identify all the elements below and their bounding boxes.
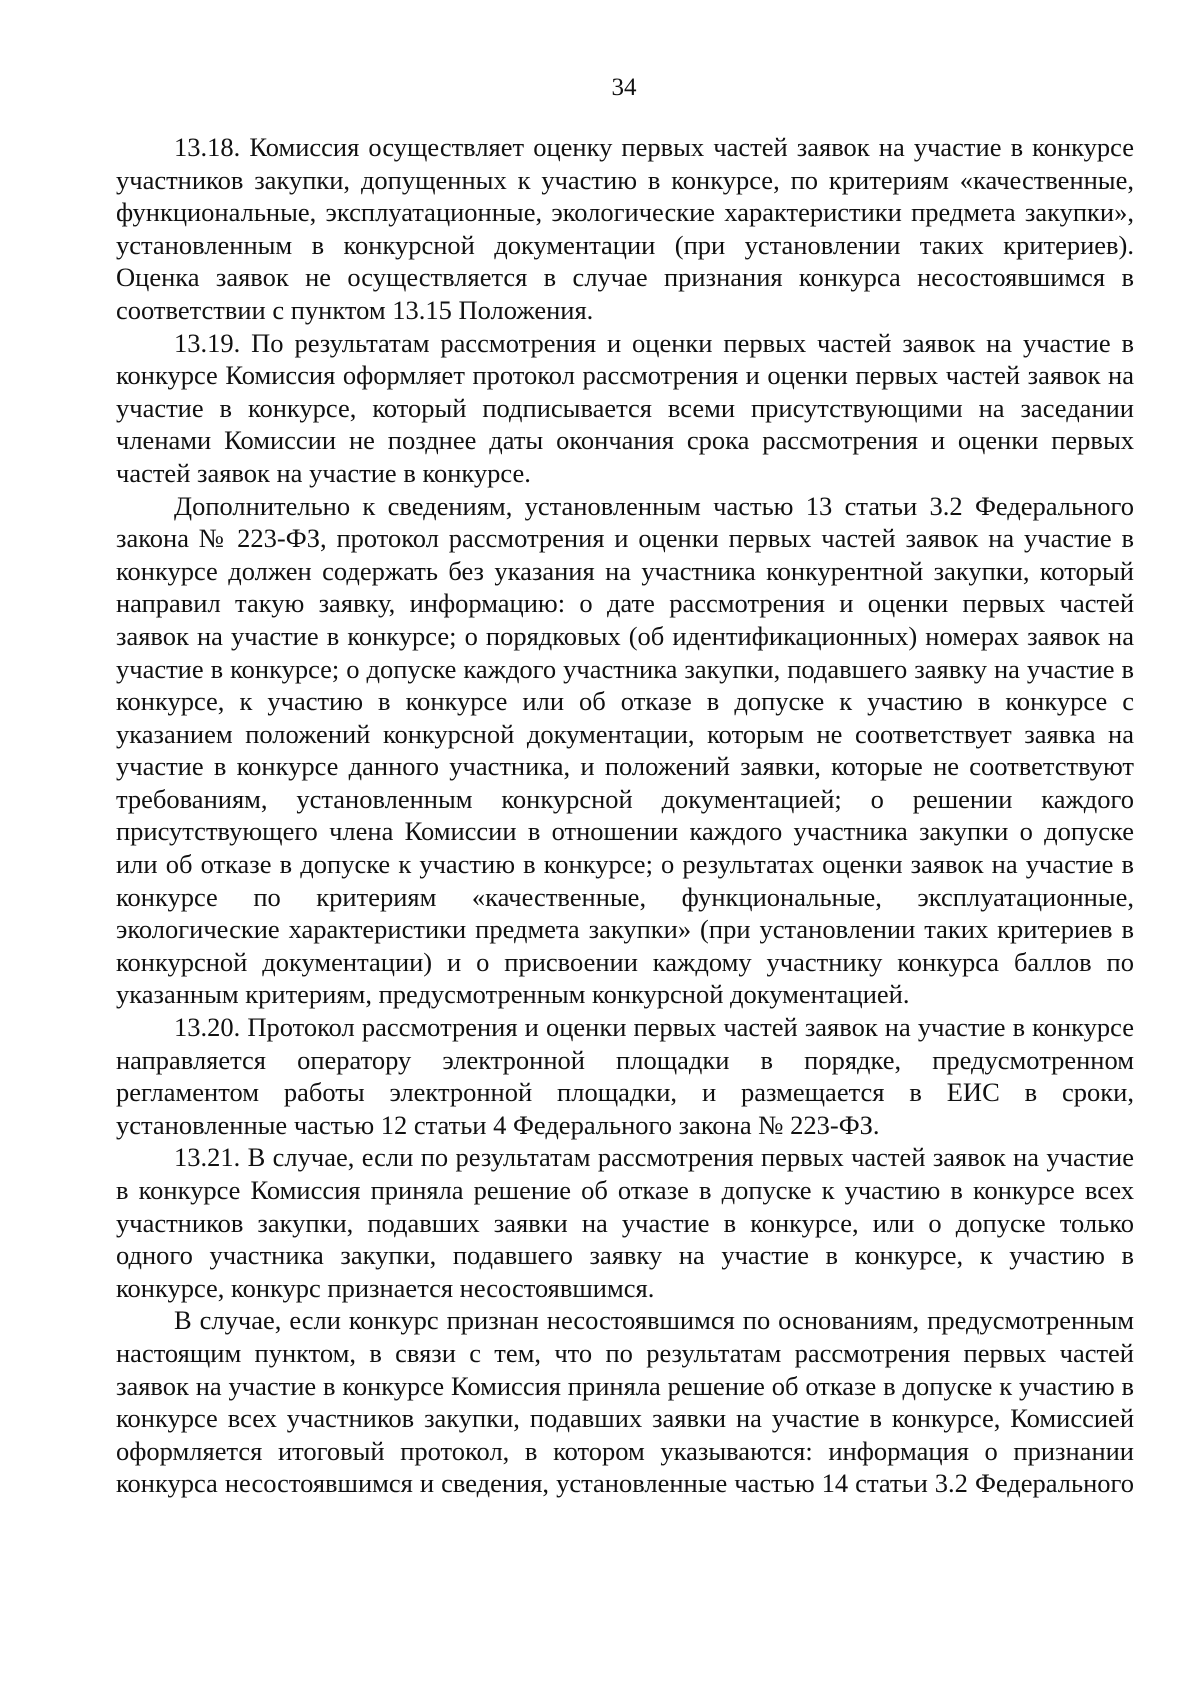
paragraph-13-19-additional: Дополнительно к сведениям, установленным частью 13 статьи 3.2 Федерального закона № 223-ФЗ, протокол рассмотрения и оценки первых частей заявок на участие в конкурсе должен содержать без указания на участника конкурентной закупки, который направил такую заявку, информацию: о дате рассмотрения и оценки первых частей заявок на участие в конкурсе; о порядковых (об идентификационных) номерах заявок на участие в конкурсе; о допуске каждого участника закупки, подавшего заявку на участие в конкурсе, к участию в конкурсе или об отказе в допуске к участию в конкурсе с указанием положений конкурсной документации, которым не соответствует заявка на участие в конкурсе данного участника, и положений заявки, которые не соответствуют требованиям, установленным конкурсной документацией; о решении каждого присутствующего члена Комиссии в отношении каждого участника закупки о допуске или об отказе в допуске к участию в конкурсе; о результатах оценки заявок на участие в конкурсе по критериям «качественные, функциональные, эксплуатационные, экологические характеристики предмета закупки» (при установлении таких критериев в конкурсной документации) и о присвоении каждому участнику конкурса баллов по указанным критериям, предусмотренным конкурсной документацией. — [116, 490, 1134, 1010]
page-number: 34 — [611, 74, 637, 101]
paragraph-13-21-case: В случае, если конкурс признан несостоявшимся по основаниям, предусмотренным настоящим пунктом, в связи с тем, что по результатам рассмотрения первых частей заявок на участие в конкурсе Комиссия приняла решение об отказе в допуске к участию в конкурсе всех участников закупки, подавших заявки на участие в конкурсе, Комиссией оформляется итоговый протокол, в котором указываются: информация о признании конкурса несостоявшимся и сведения, установленные частью 14 статьи 3.2 Федерального — [116, 1305, 1134, 1499]
paragraph-13-20: 13.20. Протокол рассмотрения и оценки первых частей заявок на участие в конкурсе направляется оператору электронной площадки в порядке, предусмотренном регламентом работы электронной площадки, и размещается в ЕИС в сроки, установленные частью 12 статьи 4 Федерального закона № 223-ФЗ. — [116, 1012, 1134, 1140]
paragraph-13-19: 13.19. По результатам рассмотрения и оценки первых частей заявок на участие в конкурсе Комиссия оформляет протокол рассмотрения и оценки первых частей заявок на участие в конкурсе, который подписывается всеми присутствующими на заседании членами Комиссии не позднее даты окончания срока рассмотрения и оценки первых частей заявок на участие в конкурсе. — [116, 327, 1134, 488]
document-body — [116, 131, 1134, 1500]
paragraph-13-18: 13.18. Комиссия осуществляет оценку первых частей заявок на участие в конкурсе участников закупки, допущенных к участию в конкурсе, по критериям «качественные, функциональные, эксплуатационные, экологические характеристики предмета закупки», установленным в конкурсной документации (при установлении таких критериев). Оценка заявок не осуществляется в случае признания конкурса несостоявшимся в соответствии с пунктом 13.15 Положения. — [116, 132, 1134, 325]
paragraph-13-21: 13.21. В случае, если по результатам рассмотрения первых частей заявок на участие в конкурсе Комиссия приняла решение об отказе в допуске к участию в конкурсе всех участников закупки, подавших заявки на участие в конкурсе, или о допуске только одного участника закупки, подавшего заявку на участие в конкурсе, к участию в конкурсе, конкурс признается несостоявшимся. — [116, 1142, 1134, 1303]
